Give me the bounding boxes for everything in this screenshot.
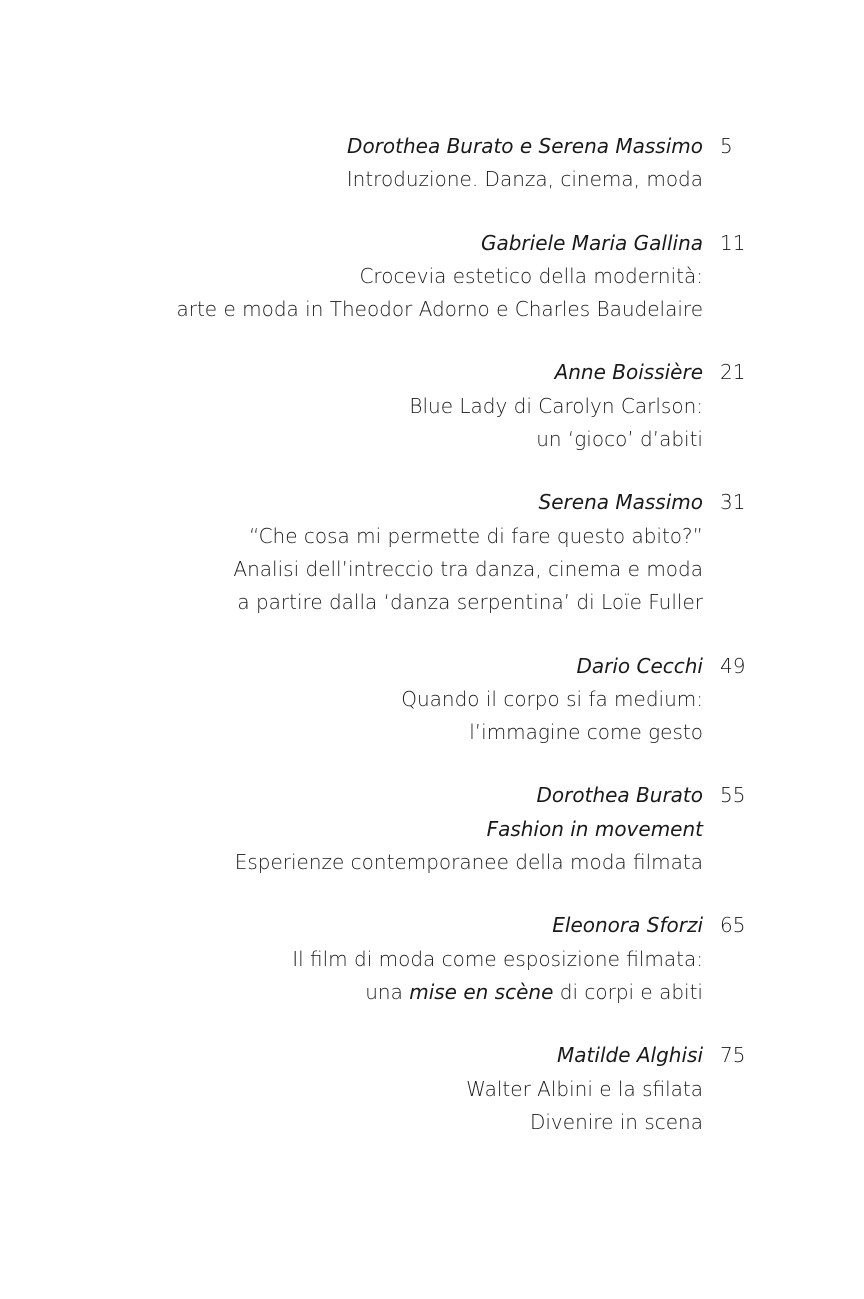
entry-page-number: 65 (720, 913, 746, 938)
entry-title-line: Analisi dell’intreccio tra danza, cinema e moda (233, 556, 703, 581)
toc-entry[interactable] (0, 486, 864, 619)
entry-author: Eleonora Sforzi (552, 913, 703, 938)
toc-entry[interactable] (0, 1039, 864, 1139)
entry-author: Gabriele Maria Gallina (480, 230, 703, 255)
entry-title-italic-line: Fashion in movement (486, 816, 703, 841)
entry-title-line: un ‘gioco’ d’abiti (536, 427, 703, 452)
entry-title-line: arte e moda in Theodor Adorno e Charles Baudelaire (176, 297, 703, 322)
entry-author: Serena Massimo (538, 490, 703, 515)
toc-entry[interactable] (0, 909, 864, 1009)
entry-title-line: Crocevia estetico della modernità: (359, 263, 703, 288)
entry-page-number: 49 (720, 653, 746, 678)
toc-entry[interactable] (0, 227, 864, 327)
toc-entry[interactable] (0, 650, 864, 750)
entry-page-number: 21 (720, 360, 746, 385)
entry-author: Dario Cecchi (576, 653, 703, 678)
entry-author: Anne Boissière (554, 360, 703, 385)
entry-author: Matilde Alghisi (557, 1043, 703, 1068)
entry-page-number: 31 (720, 490, 746, 515)
entry-title-line: Introduzione. Danza, cinema, moda (346, 167, 703, 192)
entry-title-line: a partire dalla ‘danza serpentina’ di Loïe Fuller (237, 590, 703, 615)
entry-page-number: 5 (720, 134, 733, 158)
entry-title-line: l’immagine come gesto (469, 720, 703, 745)
entry-author: Dorothea Burato e Serena Massimo (347, 134, 703, 158)
title-text-before: una (365, 979, 410, 1004)
title-text-italic: mise en scène (409, 979, 554, 1004)
toc-entry[interactable] (0, 356, 864, 456)
entry-page-number: 11 (720, 230, 746, 255)
entry-title-line: Esperienze contemporanee della moda filmata (234, 850, 703, 875)
title-text-after: di corpi e abiti (553, 979, 703, 1004)
entry-page-number: 75 (720, 1043, 746, 1068)
entry-page-number: 55 (720, 783, 746, 808)
entry-title-line: Blue Lady di Carolyn Carlson: (409, 393, 703, 418)
entry-title-line: Walter Albini e la sfilata (466, 1076, 703, 1101)
toc-entry[interactable] (0, 779, 864, 879)
entry-title-line: “Che cosa mi permette di fare questo abito?” (248, 523, 703, 548)
table-of-contents (0, 130, 864, 1169)
entry-author: Dorothea Burato (536, 783, 703, 808)
toc-entry[interactable] (0, 130, 864, 197)
entry-title-line: Quando il corpo si fa medium: (401, 686, 703, 711)
entry-title-mixed-line (0, 976, 703, 1009)
entry-title-line: Divenire in scena (529, 1109, 703, 1134)
entry-title-line: Il film di moda come esposizione filmata: (292, 946, 703, 971)
